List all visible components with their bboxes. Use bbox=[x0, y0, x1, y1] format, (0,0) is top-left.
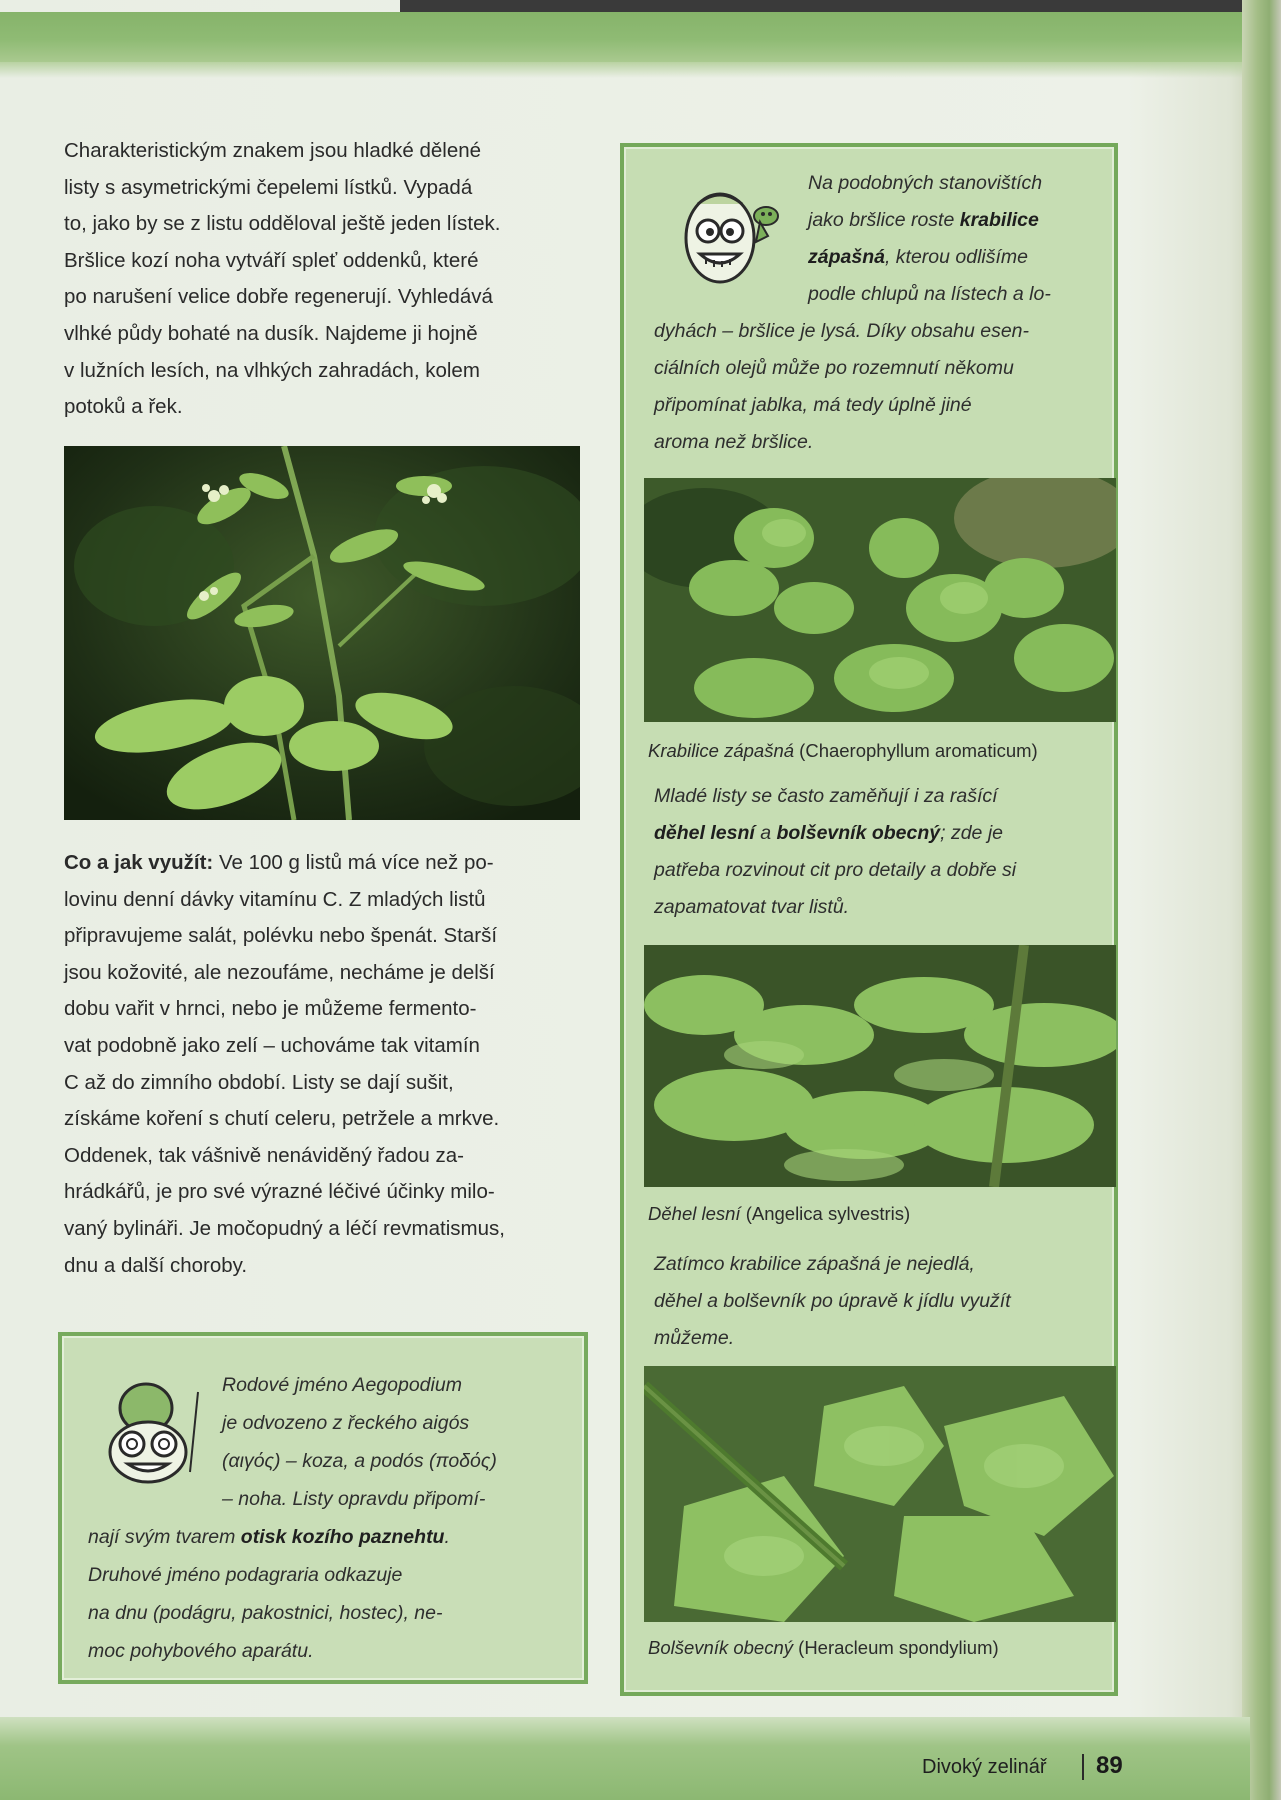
usage-paragraph bbox=[64, 845, 582, 1284]
usage-line-text: Ve 100 g listů má více než po- bbox=[213, 851, 494, 874]
etymology-note bbox=[222, 1366, 552, 1518]
usage-line: Oddenek, tak vášnivě nenáviděný řadou za- bbox=[64, 1143, 465, 1167]
krabilice-caption bbox=[648, 740, 1038, 762]
caption-latin: (Chaerophyllum aromaticum) bbox=[794, 740, 1038, 761]
note-line: Druhové jméno podagraria odkazuje bbox=[88, 1564, 403, 1586]
sidebar-intro-line: Na podobných stanovištích bbox=[808, 172, 1043, 194]
sidebar-young-line: zapamatovat tvar listů. bbox=[654, 896, 850, 918]
caption-czech: Bolševník obecný bbox=[648, 1637, 794, 1658]
intro-line: v lužních lesích, na vlhkých zahradách, kolem bbox=[64, 358, 480, 382]
top-green-band bbox=[0, 12, 1250, 62]
usage-line: vat podobně jako zelí – uchováme tak vitamín bbox=[64, 1033, 480, 1057]
note-line: na dnu (podágru, pakostnici, hostec), ne- bbox=[88, 1602, 443, 1624]
top-scan-edge bbox=[400, 0, 1281, 12]
note-line: moc pohybového aparátu. bbox=[88, 1640, 314, 1662]
sidebar-intro-line: aroma než bršlice. bbox=[654, 431, 814, 453]
sidebar-edibility-line: můžeme. bbox=[654, 1327, 735, 1349]
sidebar-intro-line bbox=[808, 239, 1108, 276]
footer-separator bbox=[1082, 1754, 1084, 1780]
sidebar-intro bbox=[808, 165, 1108, 313]
sidebar-intro-line: dyhách – bršlice je lysá. Díky obsahu esen- bbox=[654, 320, 1030, 342]
sidebar-young-text: a bbox=[754, 822, 777, 844]
intro-line: vlhké půdy bohaté na dusík. Najdeme ji hojně bbox=[64, 321, 478, 345]
krabilice-photo bbox=[644, 478, 1116, 722]
usage-line: dnu a další choroby. bbox=[64, 1253, 248, 1277]
bottom-green-band bbox=[0, 1717, 1250, 1800]
top-band-fade bbox=[0, 62, 1250, 78]
usage-line: C až do zimního období. Listy se dají sušit, bbox=[64, 1070, 454, 1094]
intro-paragraph bbox=[64, 133, 582, 426]
sidebar-intro-continued bbox=[654, 313, 1108, 461]
note-text: nají svým tvarem bbox=[88, 1526, 241, 1548]
usage-line: jsou kožovité, ale nezoufáme, necháme je delší bbox=[64, 960, 495, 984]
dehel-caption bbox=[648, 1203, 910, 1225]
sidebar-intro-line: ciálních olejů může po rozemnutí někomu bbox=[654, 357, 1014, 379]
ground-elder-photo bbox=[64, 446, 580, 820]
usage-line: vaný bylináři. Je močopudný a léčí revmatismus, bbox=[64, 1216, 505, 1240]
usage-line: hrádkářů, je pro své výrazné léčivé účinky milo- bbox=[64, 1180, 495, 1204]
note-bold: otisk kozího paznehtu bbox=[240, 1526, 445, 1548]
bolsevnik-photo bbox=[644, 1366, 1116, 1622]
sidebar-young-bold: děhel lesní bbox=[654, 822, 755, 844]
sidebar-young-line: Mladé listy se často zaměňují i za rašící bbox=[654, 785, 998, 807]
usage-line: dobu vařit v hrnci, nebo je můžeme fermento- bbox=[64, 997, 477, 1021]
caption-latin: (Angelica sylvestris) bbox=[740, 1203, 911, 1224]
sidebar-intro-line: podle chlupů na lístech a lo- bbox=[808, 283, 1051, 305]
intro-line: Bršlice kozí noha vytváří spleť oddenků, které bbox=[64, 248, 479, 272]
sidebar-intro-text: , kterou odlišíme bbox=[884, 246, 1029, 268]
note-line bbox=[88, 1518, 552, 1556]
sidebar-young-leaves bbox=[654, 778, 1108, 926]
caption-czech: Děhel lesní bbox=[648, 1203, 741, 1224]
caption-latin: (Heracleum spondylium) bbox=[793, 1637, 999, 1658]
intro-line: to, jako by se z listu odděloval ještě jeden lístek. bbox=[64, 212, 501, 236]
sidebar-intro-text: jako bršlice roste bbox=[808, 209, 960, 231]
sidebar-edibility-line: Zatímco krabilice zápašná je nejedlá, bbox=[654, 1253, 975, 1275]
sidebar-young-bold: bolševník obecný bbox=[776, 822, 941, 844]
page-number: 89 bbox=[1096, 1752, 1123, 1779]
footer-book-title: Divoký zelinář bbox=[922, 1756, 1047, 1778]
sidebar-intro-bold: krabilice bbox=[959, 209, 1039, 231]
sidebar-young-line: patřeba rozvinout cit pro detaily a dobře si bbox=[654, 859, 1017, 881]
mascot-goggles-icon bbox=[98, 1372, 216, 1490]
sidebar-edibility-line: děhel a bolševník po úpravě k jídlu využít bbox=[654, 1290, 1011, 1312]
note-line: (αιγός) – koza, a podós (ποδός) bbox=[222, 1450, 497, 1472]
sidebar-young-text: ; zde je bbox=[940, 822, 1003, 844]
intro-line: potoků a řek. bbox=[64, 395, 183, 419]
note-text: . bbox=[444, 1526, 450, 1548]
sidebar-young-line bbox=[654, 815, 1108, 852]
sidebar-intro-line: připomínat jablka, má tedy úplně jiné bbox=[654, 394, 972, 416]
note-line: je odvozeno z řeckého aigós bbox=[222, 1412, 470, 1434]
caption-czech: Krabilice zápašná bbox=[648, 740, 795, 761]
sidebar-intro-bold: zápašná bbox=[808, 246, 885, 268]
note-line: – noha. Listy opravdu připomí- bbox=[222, 1488, 486, 1510]
mascot-cucumber-icon bbox=[670, 176, 790, 296]
usage-line: získáme koření s chutí celeru, petržele a mrkve. bbox=[64, 1107, 500, 1131]
intro-line: listy s asymetrickými čepelemi lístků. Vypadá bbox=[64, 175, 473, 199]
intro-line: Charakteristickým znakem jsou hladké dělené bbox=[64, 139, 482, 162]
usage-lead: Co a jak využít: bbox=[64, 851, 214, 874]
dehel-photo bbox=[644, 945, 1116, 1187]
note-line: Rodové jméno Aegopodium bbox=[222, 1374, 462, 1396]
usage-line bbox=[64, 845, 582, 882]
usage-line: lovinu denní dávky vitamínu C. Z mladých listů bbox=[64, 887, 486, 911]
etymology-note-continued bbox=[88, 1518, 552, 1670]
page-right-edge bbox=[1242, 0, 1281, 1800]
intro-line: po narušení velice dobře regenerují. Vyhledává bbox=[64, 285, 493, 309]
bolsevnik-caption bbox=[648, 1637, 999, 1659]
usage-line: připravujeme salát, polévku nebo špenát. Starší bbox=[64, 924, 498, 948]
sidebar-edibility bbox=[654, 1246, 1108, 1357]
sidebar-intro-line bbox=[808, 202, 1108, 239]
